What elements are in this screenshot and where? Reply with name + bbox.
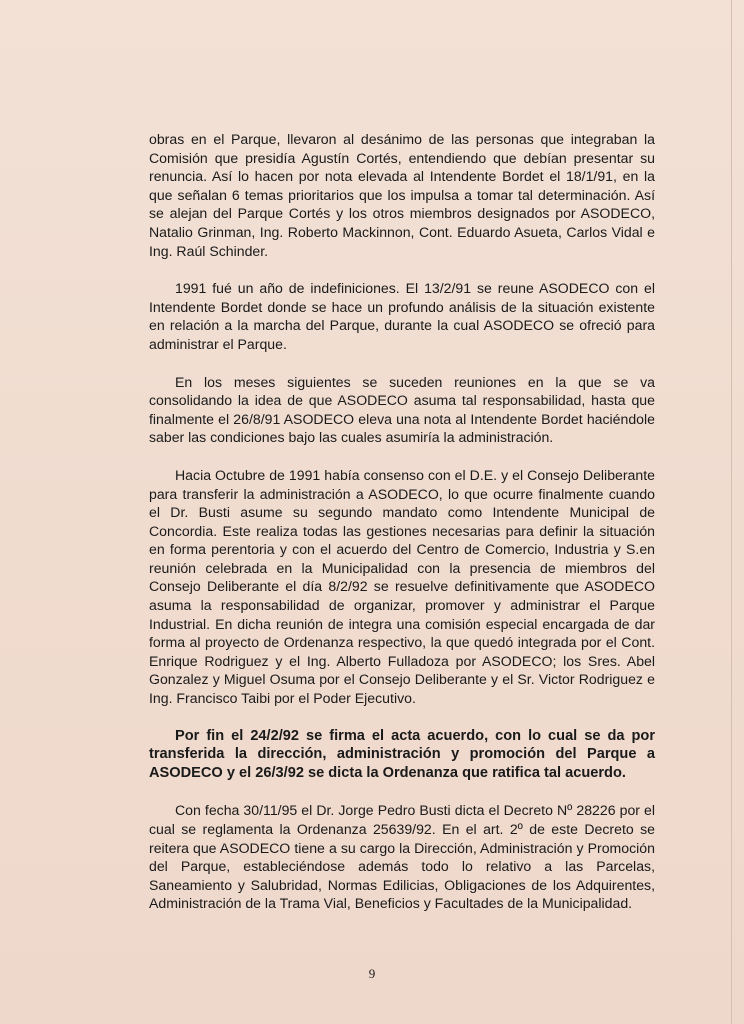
paragraph-6: Con fecha 30/11/95 el Dr. Jorge Pedro Busti dicta el Decreto Nº 28226 por el cual se reglamenta la Ordenanza 25639/92. En el art. 2º de este Decreto se reitera que ASODECO tiene a su cargo la Dirección, Administración y Promoción del Parque, estableciéndose además todo lo relativo a las Parcelas, Saneamiento y Salubridad, Normas Edilicias, Obligaciones de los Adquirentes, Administración de la Trama Vial, Beneficios y Facultades de la Municipalidad. <box>149 802 655 912</box>
paragraph-2: 1991 fué un año de indefiniciones. El 13/2/91 se reune ASODECO con el Intendente Bordet donde se hace un profundo análisis de la situación existente en relación a la marcha del Parque, durante la cual ASODECO se ofreció para administrar el Parque. <box>149 280 655 352</box>
paragraph-1: obras en el Parque, llevaron al desánimo de las personas que integraban la Comisión que presidía Agustín Cortés, entendiendo que debían presentar su renuncia. Así lo hacen por nota elevada al Intendente Bordet el 18/1/91, en la que señalan 6 temas prioritarios que los impulsa a tomar tal determinación. Así se alejan del Parque Cortés y los otros miembros designados por ASODECO, Natalio Grinman, Ing. Roberto Mackinnon, Cont. Eduardo Asueta, Carlos Vidal e Ing. Raúl Schinder. <box>149 131 655 259</box>
body-text <box>149 130 655 932</box>
page-number: 9 <box>368 966 376 981</box>
paragraph-5-highlight: Por fin el 24/2/92 se firma el acta acuerdo, con lo cual se da por transferida la dirección, administración y promoción del Parque a ASODECO y el 26/3/92 se dicta la Ordenanza que ratifica tal acuerdo. <box>149 727 655 781</box>
paragraph-4: Hacia Octubre de 1991 había consenso con el D.E. y el Consejo Deliberante para transferir la administración a ASODECO, lo que ocurre finalmente cuando el Dr. Busti asume su segundo mandato como Intendente Municipal de Concordia. Este realiza todas las gestiones necesarias para definir la situación en forma perentoria y con el acuerdo del Centro de Comercio, Industria y S.en reunión celebrada en la Municipalidad con la presencia de miembros del Consejo Deliberante el día 8/2/92 se resuelve definitivamente que ASODECO asuma la responsabilidad de organizar, promover y administrar el Parque Industrial. En dicha reunión de integra una comisión especial encargada de dar forma al proyecto de Ordenanza respectivo, la que quedó integrada por el Cont. Enrique Rodriguez y el Ing. Alberto Fulladoza por ASODECO; los Sres. Abel Gonzalez y Miguel Osuma por el Consejo Deliberante y el Sr. Victor Rodriguez e Ing. Francisco Taibi por el Poder Ejecutivo. <box>149 466 655 707</box>
paragraph-3: En los meses siguientes se suceden reuniones en la que se va consolidando la idea de que ASODECO asuma tal responsabilidad, hasta que finalmente el 26/8/91 ASODECO eleva una nota al Intendente Bordet haciéndole saber las condiciones bajo las cuales asumiría la administración. <box>149 373 655 446</box>
page-fold-line <box>731 0 732 1024</box>
